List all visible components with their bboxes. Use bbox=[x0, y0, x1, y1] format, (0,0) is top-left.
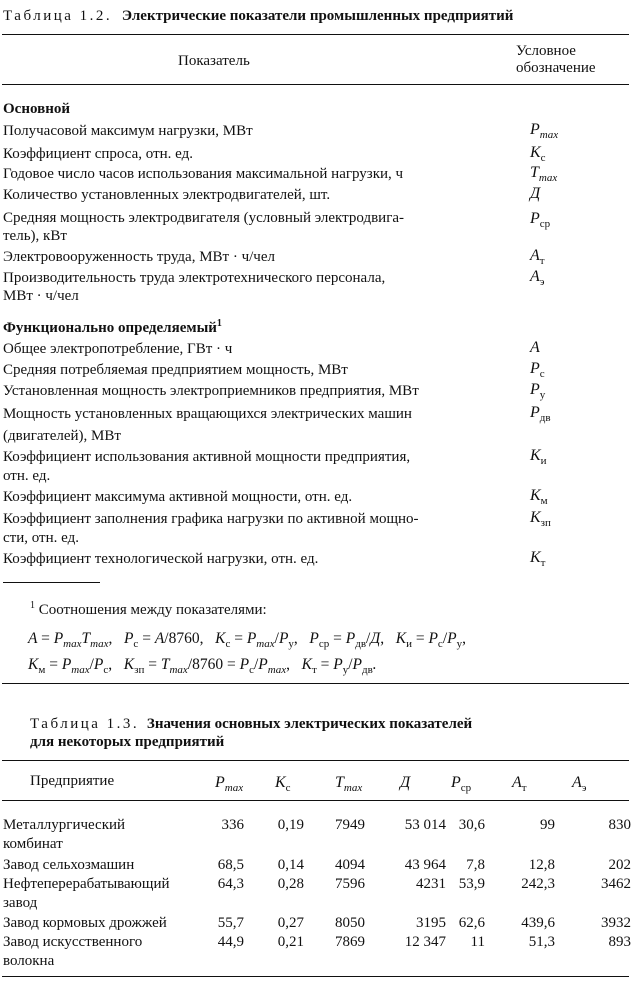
indicator-row-symbol: $K_{зп}$ bbox=[530, 509, 551, 529]
indicator-row-symbol: $K_c$ bbox=[530, 144, 546, 164]
footnote-ref: 1 bbox=[216, 318, 222, 329]
table2-caption-line2: для некоторых предприятий bbox=[30, 734, 225, 750]
table-cell: 0,21 bbox=[277, 934, 304, 950]
table-cell: 0,28 bbox=[277, 876, 304, 892]
indicator-row-symbol: $P_с$ bbox=[530, 360, 545, 380]
indicator-row-label-line2: МВт · ч/чел bbox=[3, 288, 79, 304]
table-cell: 53,9 bbox=[458, 876, 485, 892]
table1-col-header-symbol-line1: Условное bbox=[516, 43, 576, 59]
enterprise-name-line1: Завод сельхозмашин bbox=[3, 857, 135, 873]
table-cell: 893 bbox=[608, 934, 631, 950]
table2-header-rule bbox=[2, 800, 629, 801]
indicator-row-symbol: $A_т$ bbox=[530, 247, 545, 267]
indicator-row-symbol: $K_м$ bbox=[530, 487, 548, 507]
enterprise-name-line1: Металлургический bbox=[3, 817, 126, 833]
indicator-row-label-line1: Коэффициент использования активной мощности предприятия, bbox=[3, 449, 411, 465]
table-cell: 3195 bbox=[416, 915, 446, 931]
table2-col-header-enterprise: Предприятие bbox=[30, 773, 115, 789]
indicator-row-label-line2: тель), кВт bbox=[3, 228, 67, 244]
indicator-row-label: Годовое число часов использования максимальной нагрузки, ч bbox=[3, 166, 404, 182]
footnote-intro: $^1$ Соотношения между показателями: bbox=[30, 600, 267, 618]
table2-col-header: Д bbox=[400, 774, 411, 791]
table1-bottom-rule bbox=[2, 683, 629, 684]
indicator-row-symbol: $P_{max}$ bbox=[530, 121, 559, 141]
table-cell: 12 347 bbox=[404, 934, 446, 950]
footnote-separator bbox=[3, 582, 100, 583]
table2-caption-line1 bbox=[30, 715, 472, 733]
table-cell: 44,9 bbox=[217, 934, 244, 950]
table1-top-rule bbox=[2, 34, 629, 35]
indicator-row-symbol: $A_э$ bbox=[530, 268, 545, 288]
table-cell: 439,6 bbox=[521, 915, 555, 931]
indicator-row-symbol: $P_{дв}$ bbox=[530, 404, 551, 424]
table-cell: 30,6 bbox=[458, 817, 485, 833]
indicator-row-label: Количество установленных электродвигателей, шт. bbox=[3, 187, 331, 203]
indicator-row-label: Общее электропотребление, ГВт · ч bbox=[3, 341, 233, 357]
table-cell: 7949 bbox=[335, 817, 365, 833]
indicator-row-label-line1: Производительность труда электротехнического персонала, bbox=[3, 270, 386, 286]
table-cell: 0,27 bbox=[277, 915, 304, 931]
table-cell: 830 bbox=[608, 817, 631, 833]
table2-bottom-rule bbox=[2, 976, 629, 977]
table-cell: 0,19 bbox=[277, 817, 304, 833]
indicator-row-symbol: $P_у$ bbox=[530, 381, 546, 401]
table-cell: 51,3 bbox=[528, 934, 555, 950]
indicator-row-label-line1: Коэффициент заполнения графика нагрузки по активной мощно- bbox=[3, 511, 419, 527]
enterprise-name-line1: Завод кормовых дрожжей bbox=[3, 915, 167, 931]
enterprise-name-line1: Завод искусственного bbox=[3, 934, 143, 950]
formula-line-2: $K_м = P_{max}/P_с$, $K_{зп} = T_{max}/8760 = P_с/P_{max}$, $K_т = P_у/P_{дв}$. bbox=[28, 656, 377, 676]
table2-top-rule bbox=[2, 760, 629, 761]
table2-col-header: $P_{ср}$ bbox=[451, 774, 472, 794]
table-cell: 53 014 bbox=[404, 817, 446, 833]
table1-col-header-symbol-line2: обозначение bbox=[516, 60, 596, 76]
indicator-row-symbol: $K_и$ bbox=[530, 447, 547, 467]
table1-caption-title: Электрические показатели промышленных предприятий bbox=[121, 8, 514, 24]
section-functional-heading: Функционально определяемый$^1$ bbox=[3, 318, 222, 336]
indicator-row-label-line1: Мощность установленных вращающихся электрических машин bbox=[3, 406, 412, 422]
table1-caption bbox=[3, 7, 513, 25]
indicator-row-label: Получасовой максимум нагрузки, МВт bbox=[3, 123, 253, 139]
formula-line-1: $A = P_{max}T_{max}$, $P_с = A/8760$, $K_с = P_{max}/P_у$, $P_{ср} = P_{дв}/Д$, $K_и = P_с/P_у$, bbox=[28, 630, 466, 650]
indicator-row-label: Установленная мощность электроприемников предприятия, МВт bbox=[3, 383, 419, 399]
table-cell: 64,3 bbox=[217, 876, 244, 892]
table-cell: 4231 bbox=[416, 876, 446, 892]
indicator-row-symbol: $P_{ср}$ bbox=[530, 210, 551, 230]
indicator-row-label: Коэффициент максимума активной мощности, отн. ед. bbox=[3, 489, 353, 505]
table-cell: 7596 bbox=[335, 876, 365, 892]
table-cell: 8050 bbox=[335, 915, 365, 931]
table2-caption-prefix: Таблица 1.3. bbox=[30, 716, 140, 732]
enterprise-name-line2: комбинат bbox=[3, 836, 63, 852]
indicator-row-label-line2: сти, отн. ед. bbox=[3, 530, 79, 546]
table2-col-header: $A_э$ bbox=[572, 774, 587, 794]
table-cell: 12,8 bbox=[528, 857, 555, 873]
table-cell: 202 bbox=[608, 857, 631, 873]
indicator-row-symbol: $T_{max}$ bbox=[530, 164, 558, 184]
indicator-row-label-line2: отн. ед. bbox=[3, 468, 51, 484]
table-cell: 0,14 bbox=[277, 857, 304, 873]
table-cell: 7,8 bbox=[466, 857, 485, 873]
table-cell: 43 964 bbox=[404, 857, 446, 873]
table-cell: 3462 bbox=[601, 876, 631, 892]
table-cell: 242,3 bbox=[521, 876, 555, 892]
enterprise-name-line2: завод bbox=[3, 895, 38, 911]
enterprise-name-line2: волокна bbox=[3, 953, 55, 969]
table-cell: 62,6 bbox=[458, 915, 485, 931]
table2-col-header: $P_{max}$ bbox=[215, 774, 244, 794]
indicator-row-label: Коэффициент технологической нагрузки, отн. ед. bbox=[3, 551, 319, 567]
table2-col-header: $K_с$ bbox=[275, 774, 291, 794]
table-cell: 7869 bbox=[335, 934, 365, 950]
table2-caption-title: Значения основных электрических показателей bbox=[146, 716, 473, 732]
indicator-row-label-line1: Средняя мощность электродвигателя (условный электродвига- bbox=[3, 210, 404, 226]
section-basic-heading: Основной bbox=[3, 101, 70, 117]
table1-col-header-indicator: Показатель bbox=[178, 53, 250, 69]
table-cell: 4094 bbox=[335, 857, 365, 873]
table2-col-header: $A_т$ bbox=[512, 774, 527, 794]
indicator-row-label: Электровооруженность труда, МВт · ч/чел bbox=[3, 249, 275, 265]
table1-caption-prefix: Таблица 1.2. bbox=[3, 8, 113, 24]
indicator-row-symbol: Д bbox=[530, 185, 541, 202]
indicator-row-symbol: A bbox=[530, 339, 540, 356]
table-cell: 68,5 bbox=[217, 857, 244, 873]
table1-header-rule bbox=[2, 84, 629, 85]
enterprise-name-line1: Нефтеперерабатывающий bbox=[3, 876, 170, 892]
indicator-row-label: Средняя потребляемая предприятием мощность, МВт bbox=[3, 362, 348, 378]
indicator-row-label-line2: (двигателей), МВт bbox=[3, 428, 121, 444]
table-cell: 55,7 bbox=[217, 915, 244, 931]
table-cell: 99 bbox=[540, 817, 555, 833]
table-cell: 11 bbox=[470, 934, 485, 950]
indicator-row-symbol: $K_т$ bbox=[530, 549, 546, 569]
table2-col-header: $T_{max}$ bbox=[335, 774, 363, 794]
table-cell: 3932 bbox=[601, 915, 631, 931]
table-cell: 336 bbox=[221, 817, 244, 833]
indicator-row-label: Коэффициент спроса, отн. ед. bbox=[3, 146, 193, 162]
